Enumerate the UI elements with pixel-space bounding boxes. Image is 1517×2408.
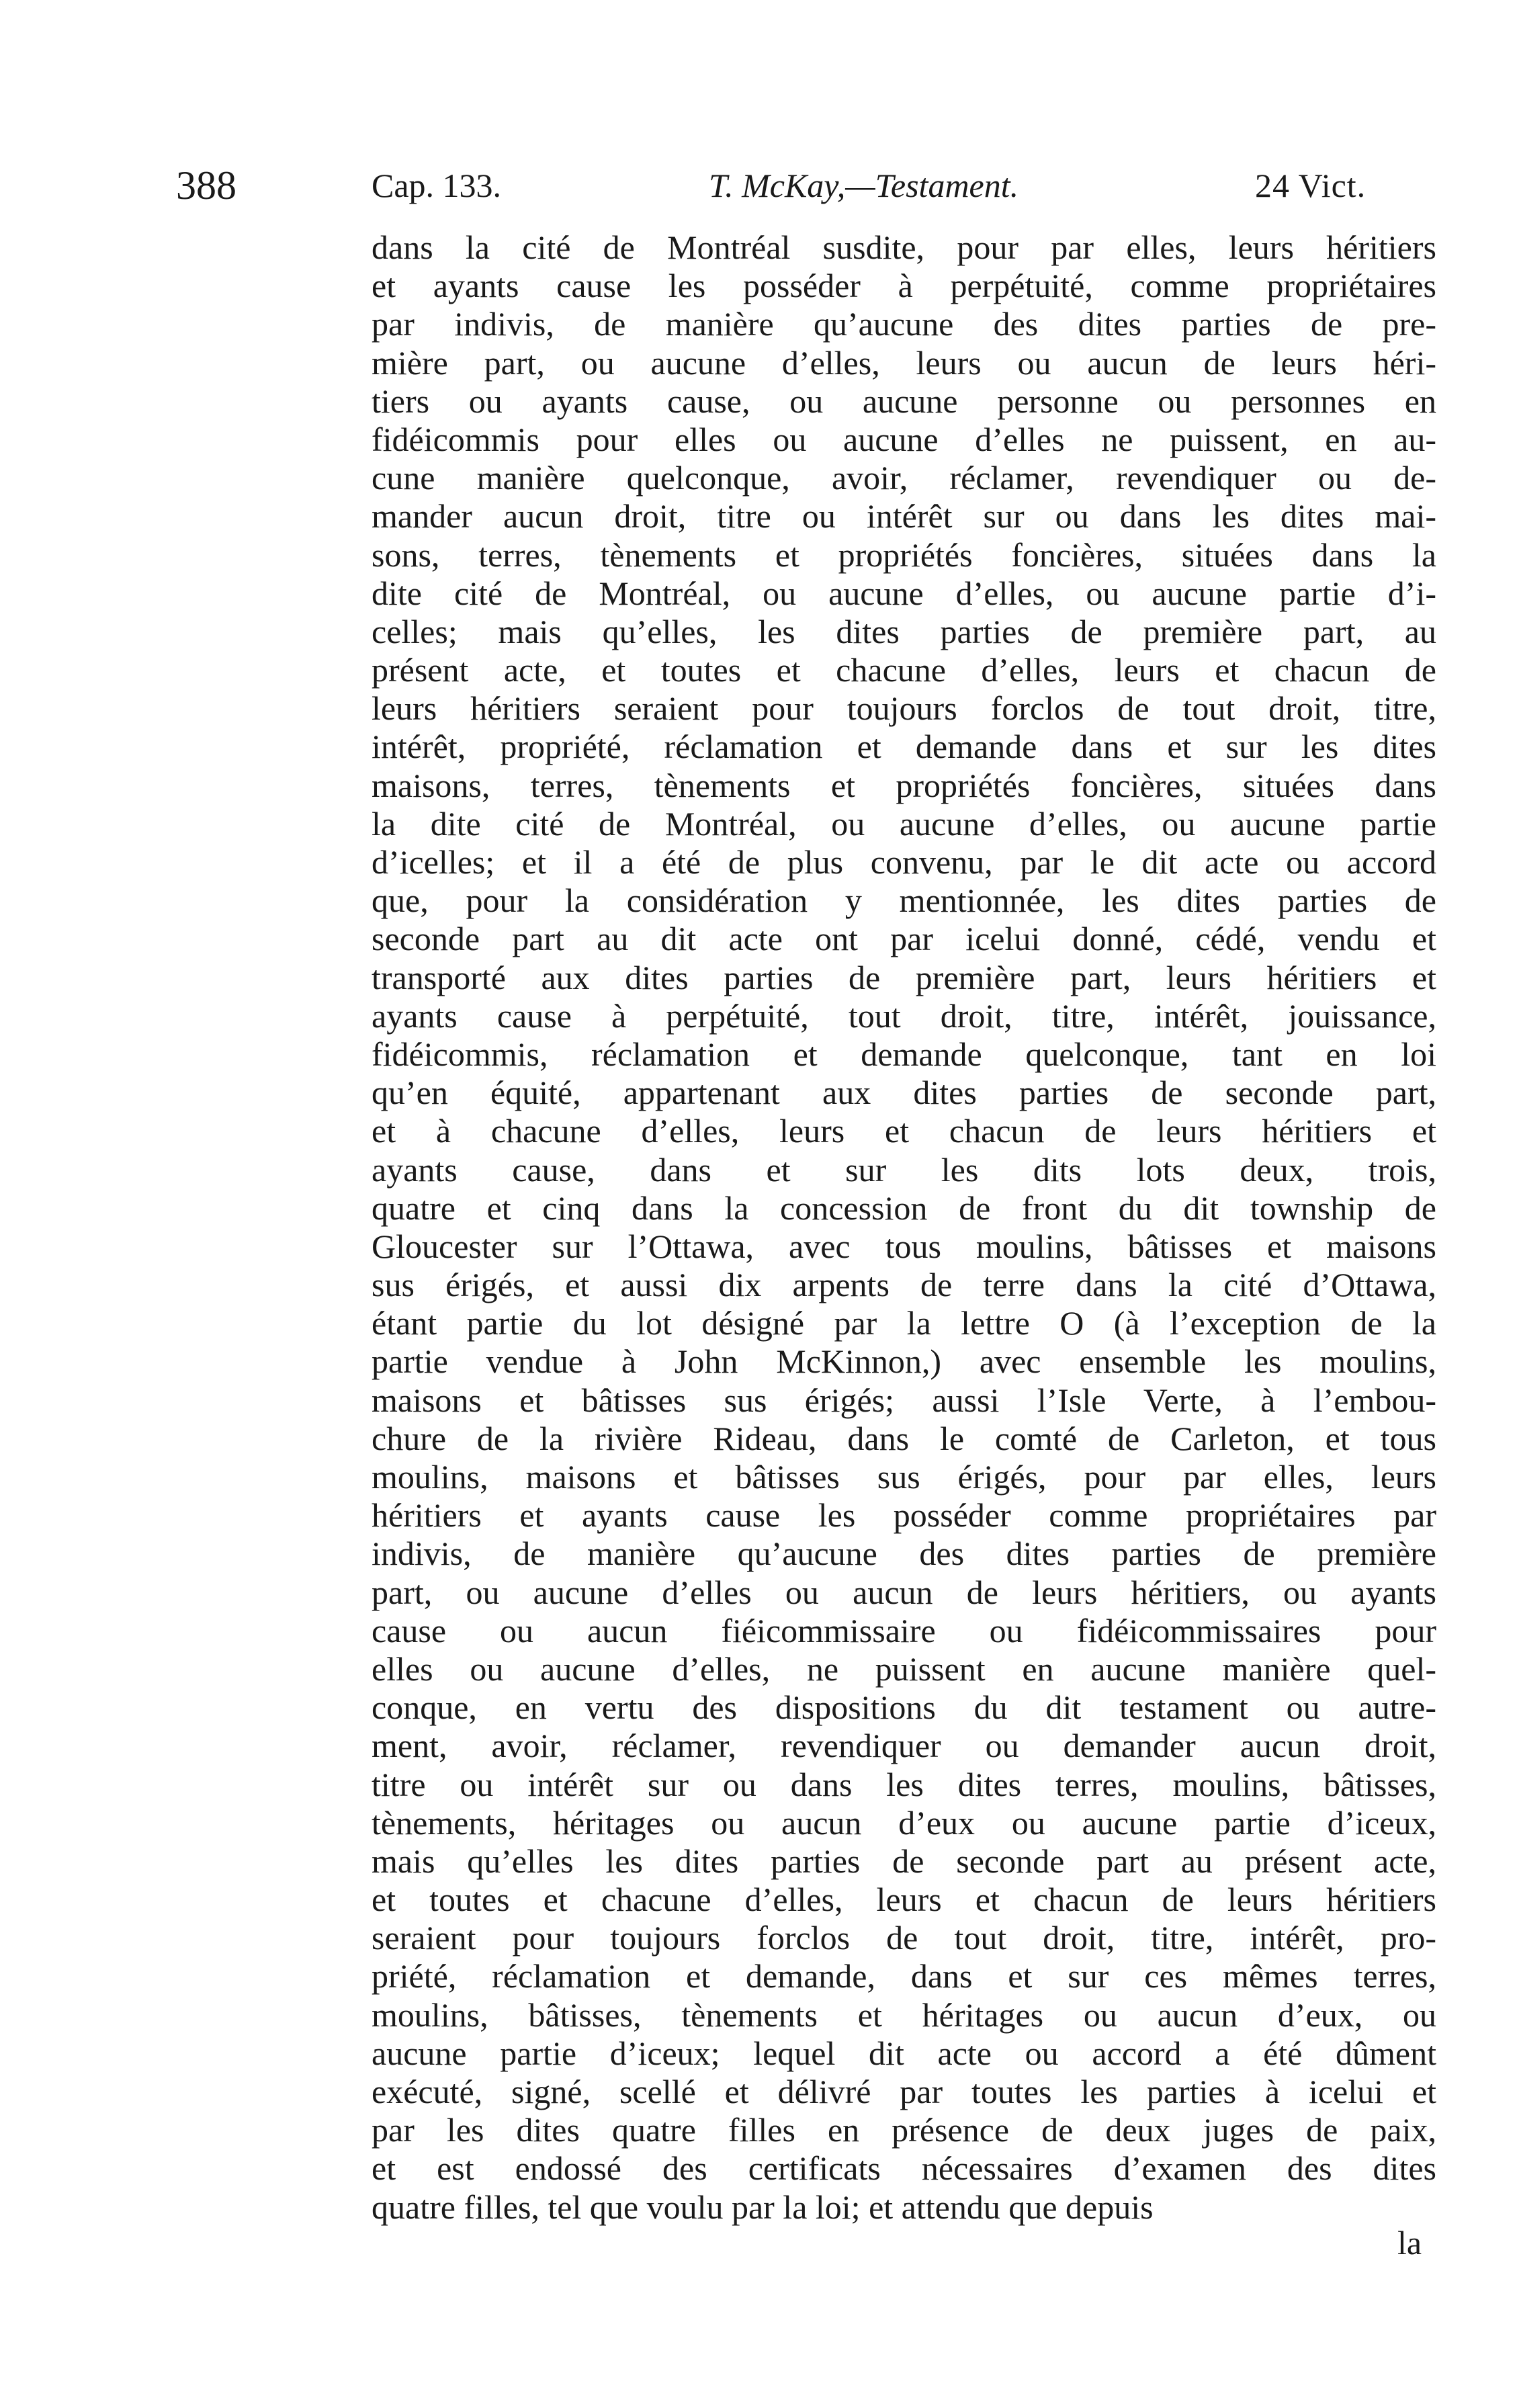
text-line: et est endossé des certificats nécessaires d’examen des dites bbox=[372, 2149, 1436, 2188]
text-line: mais qu’elles les dites parties de seconde part au présent acte, bbox=[372, 1842, 1436, 1880]
text-line: sus érigés, et aussi dix arpents de terre dans la cité d’Ottawa, bbox=[372, 1266, 1436, 1304]
text-line: tiers ou ayants cause, ou aucune personne ou personnes en bbox=[372, 382, 1436, 420]
catchword: la bbox=[1397, 2224, 1422, 2262]
text-line: sons, terres, tènements et propriétés foncières, situées dans la bbox=[372, 535, 1436, 574]
text-line: étant partie du lot désigné par la lettre O (à l’exception de la bbox=[372, 1304, 1436, 1342]
text-line: elles ou aucune d’elles, ne puissent en aucune manière quel- bbox=[372, 1649, 1436, 1688]
text-line: seraient pour toujours forclos de tout droit, titre, intérêt, pro- bbox=[372, 1919, 1436, 1957]
text-line: par indivis, de manière qu’aucune des dites parties de pre- bbox=[372, 305, 1436, 343]
text-line: quatre filles, tel que voulu par la loi; et attendu que depuis bbox=[372, 2188, 1154, 2226]
running-title: T. McKay,—Testament. bbox=[709, 167, 1019, 204]
text-line: conque, en vertu des dispositions du dit testament ou autre- bbox=[372, 1688, 1436, 1727]
chapter-label: Cap. 133. bbox=[372, 167, 502, 204]
text-line: fidéicommis, réclamation et demande quelconque, tant en loi bbox=[372, 1035, 1436, 1073]
text-line: intérêt, propriété, réclamation et demande dans et sur les dites bbox=[372, 728, 1436, 766]
text-line: part, ou aucune d’elles ou aucun de leurs héritiers, ou ayants bbox=[372, 1573, 1436, 1611]
text-line: cune manière quelconque, avoir, réclamer, revendiquer ou de- bbox=[372, 459, 1436, 497]
text-line: exécuté, signé, scellé et délivré par toutes les parties à icelui et bbox=[372, 2073, 1436, 2110]
text-line: tènements, héritages ou aucun d’eux ou aucune partie d’iceux, bbox=[372, 1803, 1436, 1842]
text-line: d’icelles; et il a été de plus convenu, par le dit acte ou accord bbox=[372, 843, 1436, 881]
text-line: seconde part au dit acte ont par icelui donné, cédé, vendu et bbox=[372, 920, 1436, 958]
text-line: mander aucun droit, titre ou intérêt sur ou dans les dites mai- bbox=[372, 497, 1436, 535]
text-line: dite cité de Montréal, ou aucune d’elles, ou aucune partie d’i- bbox=[372, 574, 1436, 612]
text-line: maisons et bâtisses sus érigés; aussi l’Isle Verte, à l’embou- bbox=[372, 1381, 1436, 1419]
text-line: ayants cause à perpétuité, tout droit, titre, intérêt, jouissance, bbox=[372, 996, 1436, 1035]
text-line: titre ou intérêt sur ou dans les dites terres, moulins, bâtisses, bbox=[372, 1765, 1436, 1803]
text-line: partie vendue à John McKinnon,) avec ensemble les moulins, bbox=[372, 1342, 1436, 1381]
text-line: fidéicommis pour elles ou aucune d’elles ne puissent, en au- bbox=[372, 420, 1436, 458]
running-header bbox=[0, 159, 1517, 212]
text-line: présent acte, et toutes et chacune d’elles, leurs et chacun de bbox=[372, 651, 1436, 689]
text-line: transporté aux dites parties de première part, leurs héritiers et bbox=[372, 958, 1436, 996]
text-line: celles; mais qu’elles, les dites parties de première part, au bbox=[372, 612, 1436, 650]
text-line: quatre et cinq dans la concession de front du dit township de bbox=[372, 1189, 1436, 1227]
text-line: moulins, bâtisses, tènements et héritages ou aucun d’eux, ou bbox=[372, 1995, 1436, 2034]
text-line: cause ou aucun fiéicommissaire ou fidéicommissaires pour bbox=[372, 1611, 1436, 1649]
text-line: que, pour la considération y mentionnée, les dites parties de bbox=[372, 882, 1436, 920]
body-text bbox=[372, 228, 1436, 2227]
text-line: aucune partie d’iceux; lequel dit acte ou accord a été dûment bbox=[372, 2034, 1436, 2072]
text-line: et à chacune d’elles, leurs et chacun de leurs héritiers et bbox=[372, 1112, 1436, 1150]
text-line: ment, avoir, réclamer, revendiquer ou demander aucun droit, bbox=[372, 1727, 1436, 1765]
text-line: ayants cause, dans et sur les dits lots deux, trois, bbox=[372, 1150, 1436, 1189]
text-line: héritiers et ayants cause les posséder comme propriétaires par bbox=[372, 1496, 1436, 1535]
text-line: priété, réclamation et demande, dans et sur ces mêmes terres, bbox=[372, 1957, 1436, 1995]
session-label: 24 Vict. bbox=[1255, 167, 1367, 204]
text-line: Gloucester sur l’Ottawa, avec tous moulins, bâtisses et maisons bbox=[372, 1227, 1436, 1265]
text-line: qu’en équité, appartenant aux dites parties de seconde part, bbox=[372, 1074, 1436, 1112]
text-line: par les dites quatre filles en présence de deux juges de paix, bbox=[372, 2111, 1436, 2149]
text-line: indivis, de manière qu’aucune des dites parties de première bbox=[372, 1535, 1436, 1573]
text-line: chure de la rivière Rideau, dans le comté de Carleton, et tous bbox=[372, 1419, 1436, 1457]
text-line: mière part, ou aucune d’elles, leurs ou aucun de leurs héri- bbox=[372, 343, 1436, 382]
text-line: moulins, maisons et bâtisses sus érigés, pour par elles, leurs bbox=[372, 1458, 1436, 1496]
text-line: et ayants cause les posséder à perpétuité, comme propriétaires bbox=[372, 267, 1436, 305]
text-line: leurs héritiers seraient pour toujours forclos de tout droit, titre, bbox=[372, 689, 1436, 728]
text-line: dans la cité de Montréal susdite, pour par elles, leurs héritiers bbox=[372, 228, 1436, 266]
text-line: maisons, terres, tènements et propriétés foncières, situées dans bbox=[372, 766, 1436, 804]
text-line: la dite cité de Montréal, ou aucune d’elles, ou aucune partie bbox=[372, 804, 1436, 843]
text-line: et toutes et chacune d’elles, leurs et chacun de leurs héritiers bbox=[372, 1881, 1436, 1919]
page-number: 388 bbox=[176, 163, 236, 208]
